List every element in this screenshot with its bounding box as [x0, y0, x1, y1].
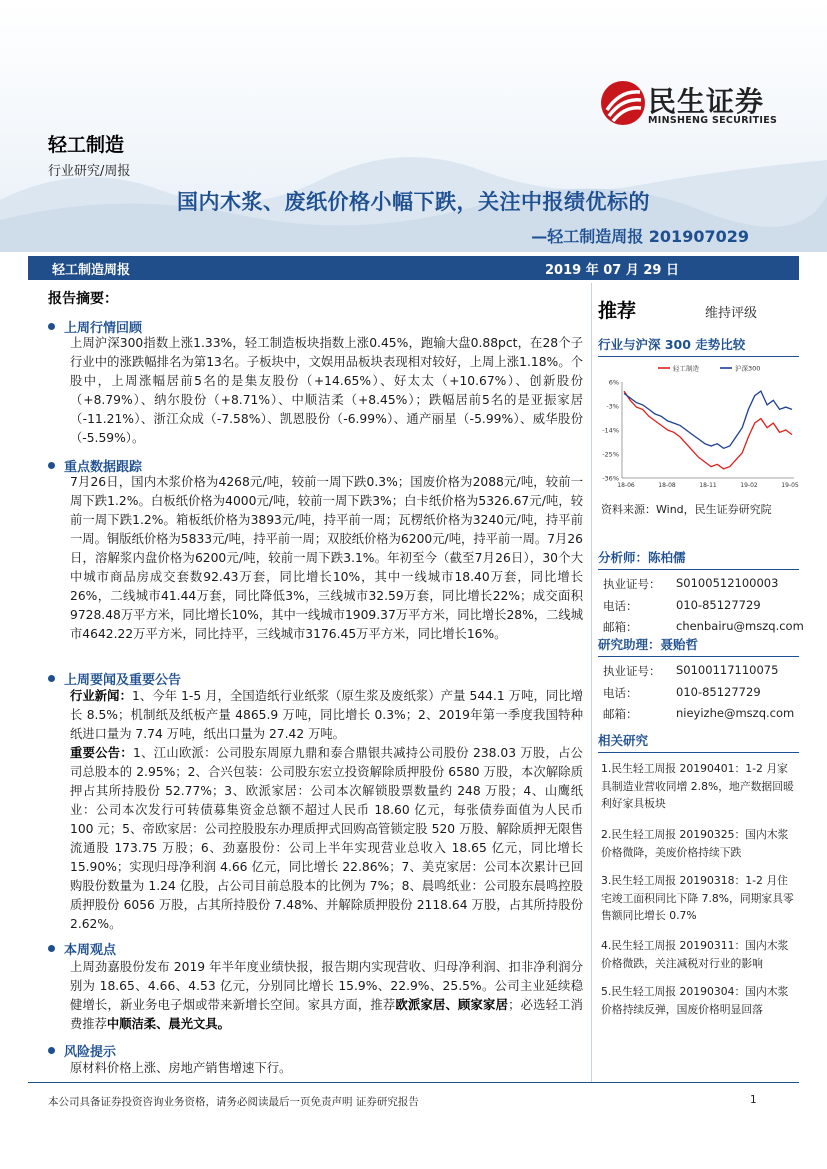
- legend-label: 沪深300: [735, 364, 761, 373]
- related-item[interactable]: 5.民生轻工周报 20190304：国内木浆价格持续反弹，国废价格明显回落: [601, 985, 789, 1016]
- footer-divider: [28, 1082, 799, 1083]
- chart-source: 资料来源：Wind，民生证券研究院: [601, 503, 772, 516]
- y-tick-label: -25%: [602, 450, 619, 459]
- logo-icon: [600, 80, 646, 126]
- page-number: 1: [750, 1094, 757, 1106]
- analyst-phone-label: 电话：: [603, 599, 638, 613]
- banner-date: 2019 年 07 月 29 日: [545, 263, 679, 278]
- assistant-phone-label: 电话：: [603, 686, 638, 700]
- assistant-heading: 研究助理：聂贻哲: [598, 634, 799, 657]
- related-item[interactable]: 1.民生轻工周报 20190401：1-2 月家具制造业营收同增 2.8%，地产数据回暖利好家具板块: [601, 762, 794, 810]
- section-text-data: 7月26日，国内木浆价格为4268元/吨，较前一周下跌0.3%；国废价格为2088元/吨，较前一周下跌1.2%。白板纸价格为4000元/吨，较前一周下跌3%；白卡纸价格为5326.67元/吨，较前一周下跌1.2%。箱板纸价格为3893元/吨，持平前一周；瓦楞纸价格为3240元/吨，持平前一周。铜版纸价格为5833元/吨，持平前一周；双胶纸价格为6200元/吨，持平前一周。7月26日，溶解浆内盘价格为6200元/吨，较前一周下跌3.1%。年初至今（截至7月26日），30个大中城市商品房成交套数92.43万套，同比增长10%，其中一线城市18.40万套，同比增长26%，二线城市41.44万套，同比降低3%，三线城市32.59万套，同比增长22%；成交面积9728.48万平方米，同比增长10%，其中一线城市1909.37万平方米，同比增长28%，二线城市4642.22万平方米，同比持平，三线城市3176.45万平方米，同比增长16%。: [70, 475, 583, 641]
- banner-bar: [28, 256, 799, 280]
- footer-disclaimer: 本公司具备证券投资咨询业务资格，请务必阅读最后一页免责声明 证券研究报告: [48, 1096, 419, 1108]
- industry-name: 轻工制造: [48, 134, 125, 156]
- related-item[interactable]: 3.民生轻工周报 20190318：1-2 月住宅竣工面积同比下降 7.8%，同期家具零售额同比增长 0.7%: [601, 874, 794, 922]
- assistant-id-label: 执业证号：: [603, 664, 661, 678]
- section-heading: 上周行情回顾: [48, 317, 142, 336]
- chart-heading: 行业与沪深 300 走势比较: [598, 334, 799, 357]
- x-tick-label: 18-06: [617, 482, 635, 489]
- y-tick-label: 6%: [608, 378, 619, 387]
- section-text-announcements: [70, 744, 583, 934]
- bullet-icon: [48, 323, 55, 330]
- section-text-view: 上周劲嘉股份发布 2019 年半年度业绩快报，报告期内实现营收、归母净利润、扣非净利润分别为 18.65、4.66、4.53 亿元，分别同比增长 15.9%、22.9%、25.5%。公司主业延续稳健增长，新业务电子烟或带来新增长空间。家具方面，推荐欧派家居、顾家家居；必选轻工消费推荐中顺洁柔、晨光文具。: [70, 960, 583, 1031]
- news-text: 1、今年 1-5 月，全国造纸行业纸浆（原生浆及废纸浆）产量 544.1 万吨，同比增长 8.5%；机制纸及纸板产量 4865.9 万吨，同比增长 0.3%；2、2019年第一季度我国特种纸进口量为 7.74 万吨，纸出口量为 27.42 万吨。: [70, 689, 583, 741]
- abstract-heading: 报告摘要：: [48, 291, 118, 307]
- recommendation: 推荐: [598, 300, 637, 322]
- x-tick-label: 18-08: [658, 482, 676, 489]
- performance-chart: [598, 358, 799, 493]
- report-type: 行业研究/周报: [48, 164, 131, 179]
- bullet-icon: [48, 675, 55, 682]
- section-heading: 重点数据跟踪: [48, 456, 142, 475]
- section-heading: 上周要闻及重要公告: [48, 669, 181, 688]
- legend-label: 轻工制造: [673, 364, 699, 373]
- y-tick-label: -36%: [602, 474, 619, 483]
- rating: 维持评级: [705, 306, 758, 321]
- section-heading: 本周观点: [48, 939, 116, 958]
- bullet-icon: [48, 1047, 55, 1054]
- analyst-phone: 010-85127729: [676, 598, 761, 612]
- report-title: 国内木浆、废纸价格小幅下跌，关注中报绩优标的: [177, 190, 650, 214]
- assistant-id: S0100117110075: [676, 663, 779, 677]
- assistant-email-label: 邮箱：: [603, 707, 638, 721]
- related-item[interactable]: 4.民生轻工周报 20190311：国内木浆价格微跌，关注减税对行业的影响: [601, 939, 789, 970]
- bullet-icon: [48, 945, 55, 952]
- assistant-email[interactable]: nieyizhe@mszq.com: [676, 706, 795, 720]
- section-text-market: 上周沪深300指数上涨1.33%，轻工制造板块指数上涨0.45%，跑输大盘0.88pct，在28个子行业中的涨跌幅排名为第13名。子板块中，文娱用品板块表现相对较好，上周上涨1.18%。个股中，上周涨幅居前5名的是集友股份（+14.65%）、好太太（+10.67%）、创新股份（+8.79%）、纳尔股份（+8.71%）、中顺洁柔（+8.45%）；跌幅居前5名的是亚振家居（-11.21%）、浙江众成（-7.58%）、凯恩股份（-6.99%）、通产丽星（-5.99%）、威华股份（-5.59%）。: [70, 336, 583, 445]
- analyst-email-label: 邮箱：: [603, 620, 638, 634]
- x-tick-label: 18-11: [699, 482, 717, 489]
- banner-report-name: 轻工制造周报: [52, 263, 131, 278]
- logo-english: MINSHENG SECURITIES: [648, 115, 778, 126]
- section-text-risk: 原材料价格上涨、房地产销售增速下行。: [70, 1061, 292, 1075]
- announcement-text: 1、江山欧派：公司股东周原九鼎和泰合鼎银共减持公司股份 238.03 万股，占公司总股本的 2.95%；2、合兴包装：公司股东宏立投资解除质押股份 6580 万股，本次解除质押占其所持股份 52.77%；3、欧派家居：公司本次解锁股票数量约 248 万股；4、山鹰纸业：公司本次发行可转债募集资金总额不超过人民币 18.60 亿元，每张债券面值为人民币 100 元；5、帝欧家居：公司控股股东办理质押式回购高管锁定股 520 万股、解除质押无限售流通股 173.75 万股；6、劲嘉股份：公司上半年实现营业总收入 18.65 亿元，同比增长 15.90%；实现归母净利润 4.66 亿元，同比增长 22.86%；7、美克家居：公司本次累计已回购股份数量为 1.24 亿股，占公司目前总股本的比例为 7%；8、晨鸣纸业：公司股东晨鸣控股质押股份 6056 万股，占其所持股份 7.48%、并解除质押股份 2118.64 万股，占其所持股份 2.62%。: [70, 746, 583, 931]
- logo-name: 民生证券: [648, 85, 765, 118]
- announcement-label: 重要公告：: [70, 746, 134, 760]
- news-label: 行业新闻：: [70, 689, 132, 703]
- series-line-csi300: [624, 391, 792, 448]
- x-tick-label: 19-05: [781, 482, 799, 489]
- report-subtitle: —轻工制造周报 201907029: [531, 227, 749, 246]
- analyst-heading: 分析师：陈柏儒: [598, 547, 799, 570]
- bullet-icon: [48, 462, 55, 469]
- analyst-id: S0100512100003: [676, 576, 779, 590]
- section-text-news: [70, 687, 583, 744]
- column-divider: [591, 283, 592, 1083]
- y-tick-label: -3%: [606, 402, 619, 411]
- assistant-phone: 010-85127729: [676, 685, 761, 699]
- related-item[interactable]: 2.民生轻工周报 20190325：国内木浆价格微降，美废价格持续下跌: [601, 828, 789, 859]
- analyst-id-label: 执业证号：: [603, 577, 661, 591]
- x-tick-label: 19-02: [740, 482, 758, 489]
- y-tick-label: -14%: [602, 426, 619, 435]
- section-heading: 风险提示: [48, 1041, 116, 1060]
- related-heading: 相关研究: [598, 730, 799, 753]
- analyst-email[interactable]: chenbairu@mszq.com: [676, 619, 804, 633]
